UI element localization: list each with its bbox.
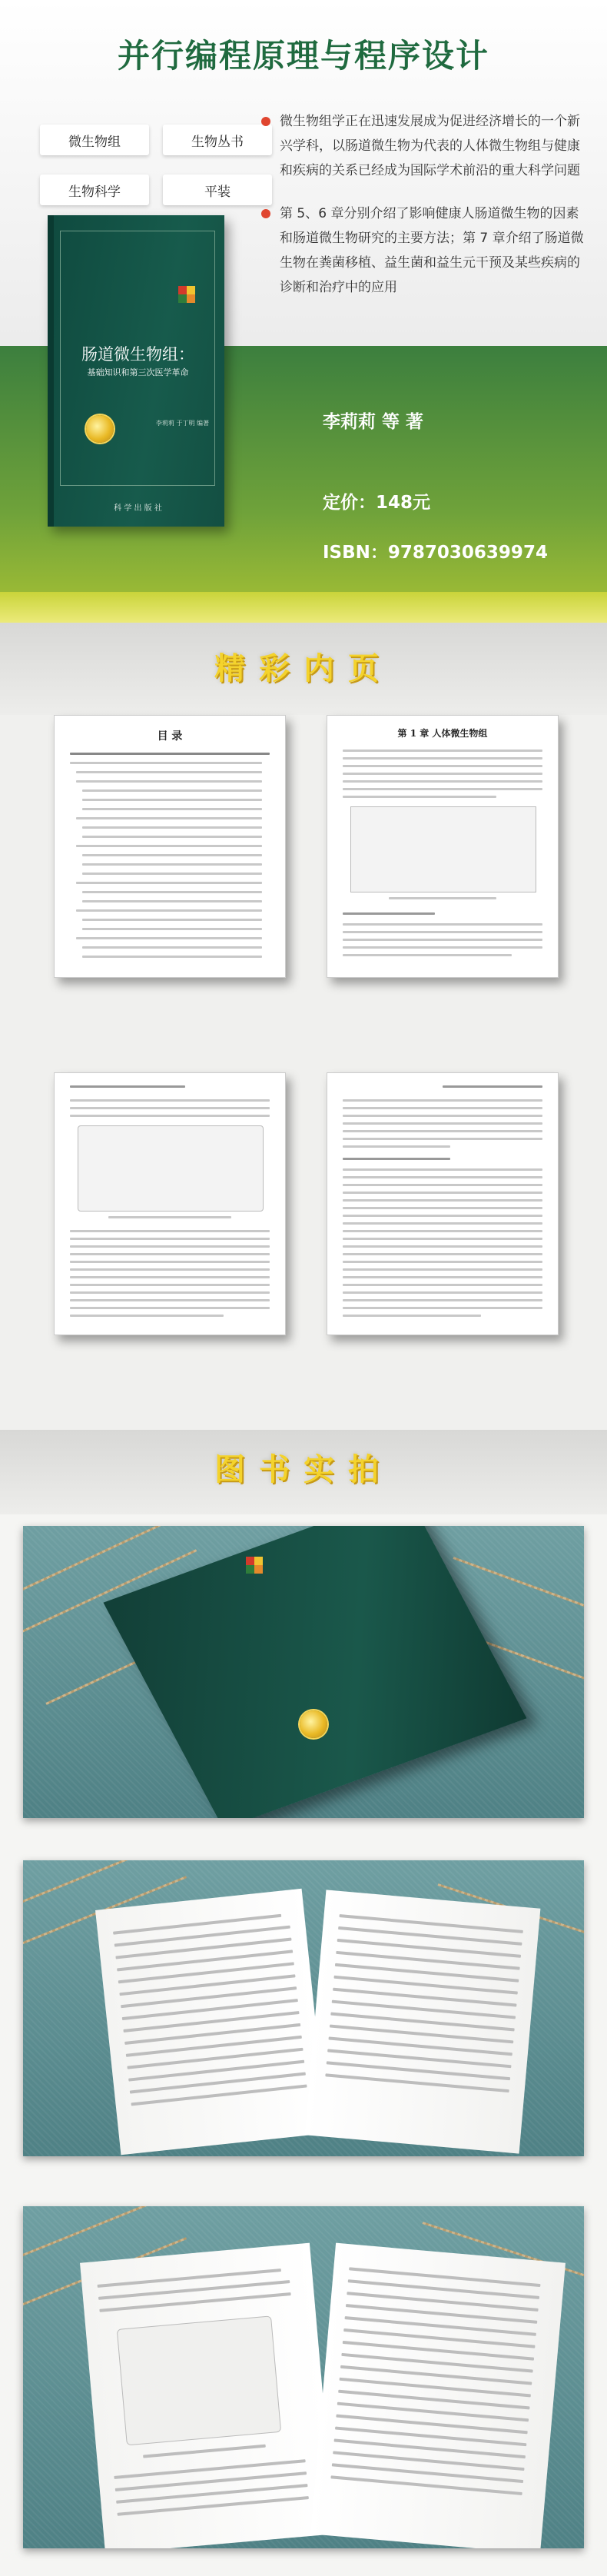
figure-diagram [117, 2315, 281, 2445]
bullet-dot-icon [261, 209, 270, 218]
section-title-photos: 图书实拍 [214, 1452, 393, 1487]
right-page [310, 2243, 566, 2548]
book-spine [48, 215, 54, 527]
sample-page-text [327, 1072, 559, 1335]
price-line: 定价：148元 [323, 493, 431, 513]
cover-subtitle: 基础知识和第三次医学革命 [87, 367, 189, 377]
yellow-band [0, 592, 607, 623]
book-object [103, 1526, 526, 1818]
left-page [80, 2243, 335, 2548]
award-medal-icon [86, 415, 114, 443]
series-logo-icon [178, 286, 195, 303]
body-figure [350, 806, 536, 892]
intestine-figure [78, 1125, 264, 1212]
tag-paperback: 平装 [163, 175, 272, 205]
bullet-item [261, 109, 592, 183]
isbn-line: ISBN：9787030639974 [323, 543, 548, 563]
cover-publisher: 科 学 出 版 社 [114, 504, 162, 513]
right-page [305, 1890, 541, 2153]
photo-book-cover [23, 1526, 584, 1818]
chapter-title: 第 1 章 人体微生物组 [397, 728, 488, 739]
bullet-text: 第 5、6 章分别介绍了影响健康人肠道微生物的因素和肠道微生物研究的主要方法；第 7 章介绍了肠道微生物在粪菌移植、益生菌和益生元干预及某些疾病的诊断和治疗中的应用 [280, 206, 584, 295]
series-logo-icon [246, 1557, 263, 1574]
bullet-dot-icon [261, 117, 270, 126]
photo-open-book-figure [23, 2206, 584, 2548]
author-line: 李莉莉 等 著 [323, 412, 424, 432]
cover-title: 肠道微生物组： [81, 345, 194, 364]
photo-open-book [23, 1860, 584, 2156]
tag-microbiome: 微生物组 [40, 125, 149, 155]
left-page [95, 1889, 327, 2155]
cover-authors: 李莉莉 于丁明 编著 [155, 420, 209, 427]
tag-bioscience: 生物科学 [40, 175, 149, 205]
award-medal-icon [300, 1710, 327, 1738]
page-title: 并行编程原理与程序设计 [117, 37, 489, 75]
bullet-item [261, 201, 592, 300]
bullet-text: 微生物组学正在迅速发展成为促进经济增长的一个新兴学科，以肠道微生物为代表的人体微生物组与健康和疾病的关系已经成为国际学术前沿的重大科学问题 [280, 114, 580, 178]
sample-page-toc [54, 715, 286, 978]
tag-bio-series: 生物丛书 [163, 125, 272, 155]
toc-title: 目 录 [157, 730, 183, 743]
sample-page-figure [54, 1072, 286, 1335]
section-title-pages: 精彩内页 [214, 651, 393, 686]
sample-page-chapter [327, 715, 559, 978]
